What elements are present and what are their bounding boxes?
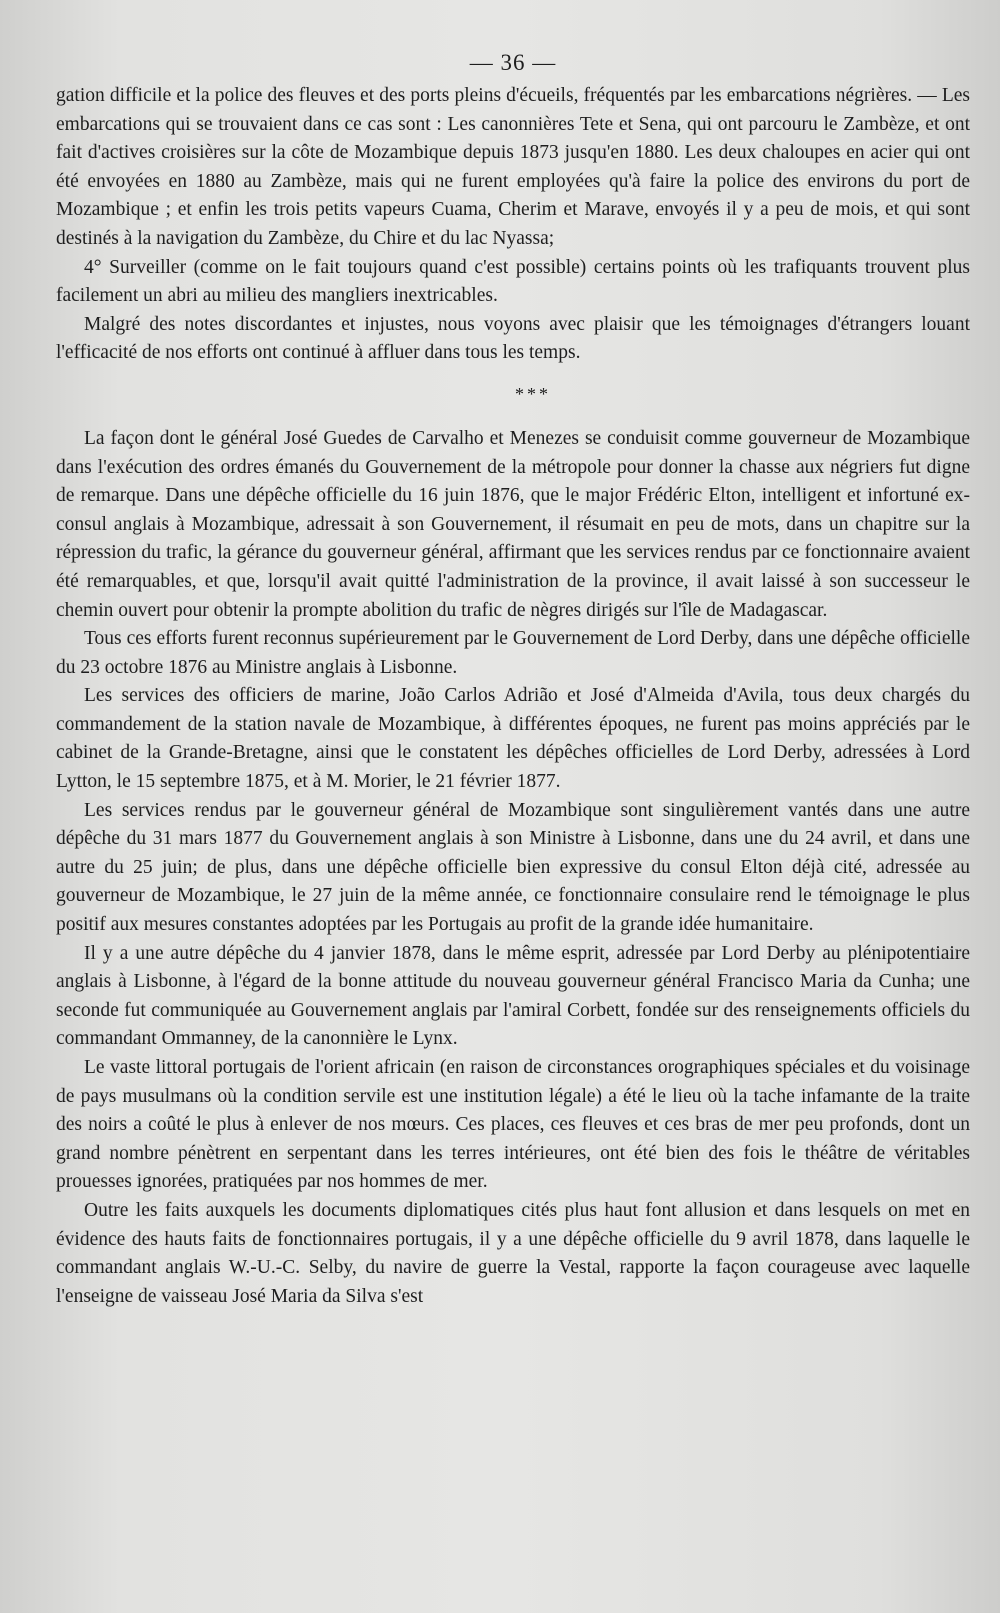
paragraph: Les services rendus par le gouverneur général de Mozambique sont singulièrement vantés dans une autre dépêche du 31 mars 1877 du Gouvernement anglais à son Ministre à Lisbonne, dans une du 24 avril, et dans une autre du 25 juin; de plus, dans une dépêche officielle bien expressive du consul Elton déjà cité, adressée au gouverneur de Mozambique, le 27 juin de la même année, ce fonctionnaire consulaire rend le témoignage le plus positif aux mesures constantes adoptées par les Portugais au profit de la grande idée humanitaire. bbox=[56, 799, 970, 936]
paragraph: Outre les faits auxquels les documents diplomatiques cités plus haut font allusion et dans lesquels on met en évidence des hauts faits de fonctionnaires portugais, il y a une dépêche officielle du 9 avril 1878, dans laquelle le commandant anglais W.-U.-C. Selby, du navire de guerre la Vestal, rapporte la façon courageuse avec laquelle l'enseigne de vaisseau José Maria da Silva s'est bbox=[56, 1199, 970, 1307]
paragraph: 4° Surveiller (comme on le fait toujours quand c'est possible) certains points où les trafiquants trouvent plus facilement un abri au milieu des mangliers inextricables. bbox=[56, 256, 970, 307]
paragraph: Tous ces efforts furent reconnus supérieurement par le Gouvernement de Lord Derby, dans une dépêche officielle du 23 octobre 1876 au Ministre anglais à Lisbonne. bbox=[56, 628, 970, 678]
paragraph: Malgré des notes discordantes et injustes, nous voyons avec plaisir que les témoignages d'étrangers louant l'efficacité de nos efforts ont continué à affluer dans tous les temps. bbox=[56, 313, 970, 364]
paragraph: Le vaste littoral portugais de l'orient africain (en raison de circonstances orographiques spéciales et du voisinage de pays musulmans où la condition servile est une institution légale) a été le lieu où la tache infamante de la traite des noirs a coûté le plus à enlever de nos mœurs. Ces places, ces fleuves et ces bras de mer peu profonds, dont un grand nombre pénètrent en serpentant dans les terres intérieures, ont été bien des fois le théâtre de véritables prouesses ignorées, pratiquées par nos hommes de mer. bbox=[56, 1057, 970, 1193]
paragraph: Les services des officiers de marine, João Carlos Adrião et José d'Almeida d'Avila, tous deux chargés du commandement de la station navale de Mozambique, à différentes époques, ne furent pas moins appréciés par le cabinet de la Grande-Bretagne, ainsi que le constatent les dépêches officielles de Lord Derby, adressées à Lord Lytton, le 15 septembre 1875, et à M. Morier, le 21 février 1877. bbox=[56, 685, 970, 793]
page-number: — 36 — bbox=[469, 50, 557, 75]
paragraph: gation difficile et la police des fleuves et des ports pleins d'écueils, fréquentés par les embarcations négrières. — Les embarcations qui se trouvaient dans ce cas sont : Les canonnières Tete et Sena, qui ont parcouru le Zambèze, et ont fait d'actives croisières sur la côte de Mozambique depuis 1873 jusqu'en 1880. Les deux chaloupes en acier qui ont été envoyées en 1880 au Zambèze, mais qui ne furent employées qu'à faire la police des environs du port de Mozambique ; et enfin les trois petits vapeurs Cuama, Cherim et Marave, envoyés il y a peu de mois, et qui sont destinés à la navigation du Zambèze, du Chire et du lac Nyassa; bbox=[56, 85, 970, 249]
paragraph: La façon dont le général José Guedes de Carvalho et Menezes se conduisit comme gouverneur de Mozambique dans l'exécution des ordres émanés du Gouvernement de la métropole pour donner la chasse aux négriers fut digne de remarque. Dans une dépêche officielle du 16 juin 1876, que le major Frédéric Elton, intelligent et infortuné ex-consul anglais à Mozambique, adressait à son Gouvernement, il résumait en peu de mots, dans un chapitre sur la répression du trafic, la gérance du gouverneur général, affirmant que les services rendus par ce fonctionnaire avaient été remarquables, et que, lorsqu'il avait quitté l'administration de la province, il avait laissé à son successeur le chemin ouvert pour obtenir la prompte abolition du trafic de nègres dirigés sur l'île de Madagascar. bbox=[56, 427, 970, 621]
section-separator: *** bbox=[515, 383, 551, 404]
text-block-top bbox=[56, 82, 970, 368]
text-block-bottom bbox=[56, 425, 970, 1311]
paragraph: Il y a une autre dépêche du 4 janvier 1878, dans le même esprit, adressée par Lord Derby au plénipotentiaire anglais à Lisbonne, à l'égard de la bonne attitude du nouveau gouverneur général Francisco Maria da Cunha; une seconde fut communiquée au Gouvernement anglais par l'amiral Corbett, fondée sur des renseignements officiels du commandant Ommanney, de la canonnière le Lynx. bbox=[56, 942, 970, 1050]
